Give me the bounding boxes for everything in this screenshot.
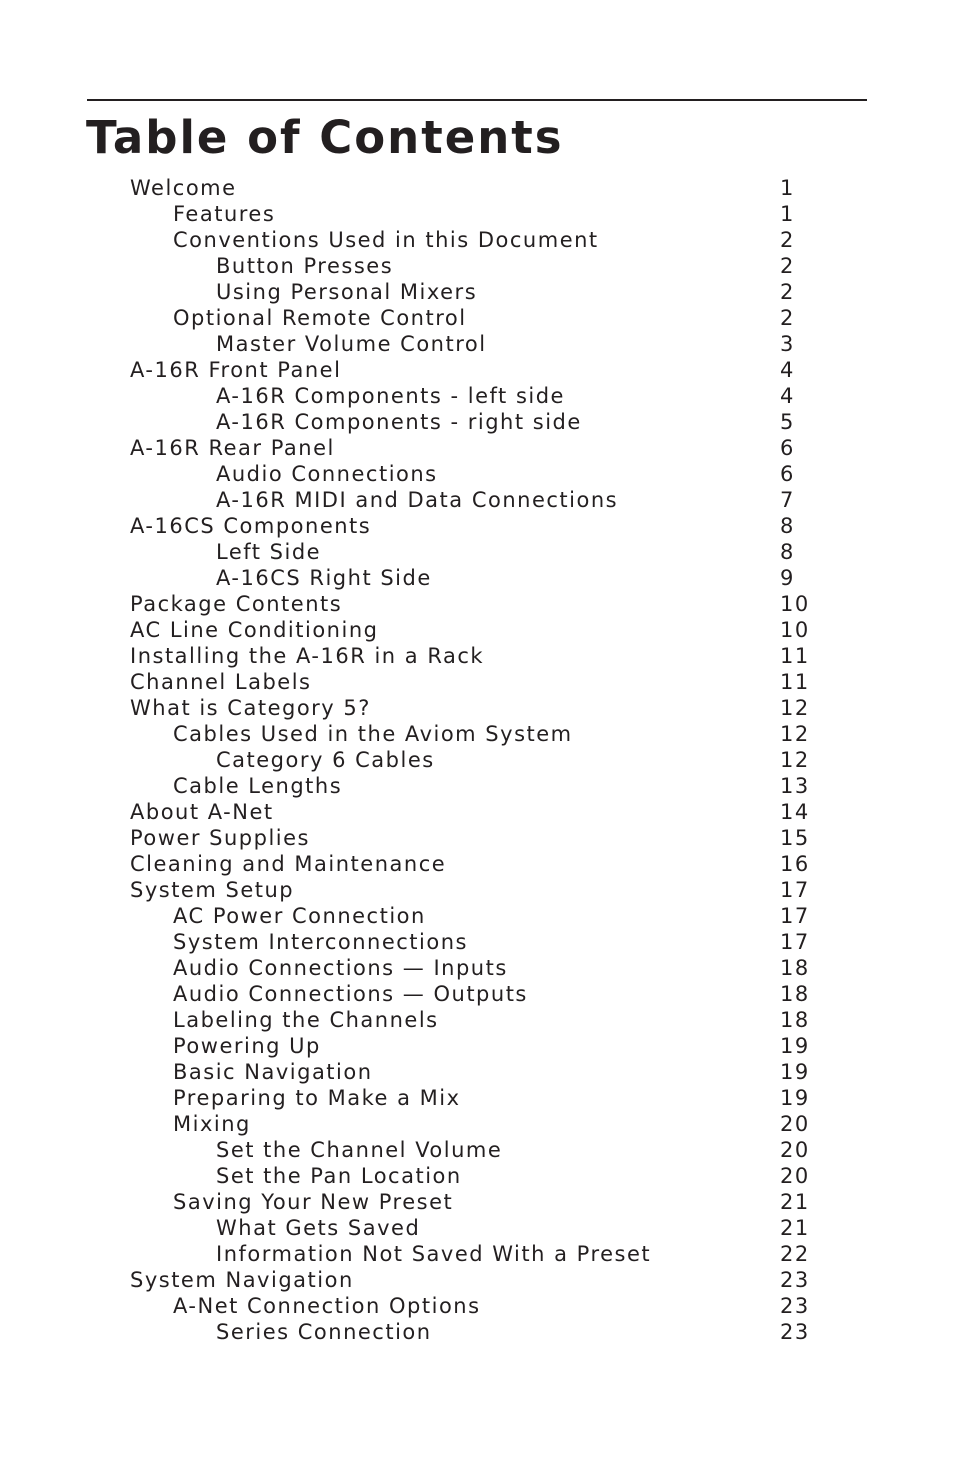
- toc-entry: [0, 1085, 954, 1111]
- toc-entry-page-number: 3: [780, 332, 795, 356]
- toc-entry-page-number: 11: [780, 670, 810, 694]
- toc-entry-label: Optional Remote Control: [173, 306, 467, 330]
- toc-entry: [0, 669, 954, 695]
- toc-entry-page-number: 20: [780, 1112, 810, 1136]
- toc-entry-label: Cables Used in the Aviom System: [173, 722, 573, 746]
- toc-entry-label: Audio Connections — Inputs: [173, 956, 508, 980]
- toc-entry: [0, 903, 954, 929]
- toc-entry: [0, 1007, 954, 1033]
- toc-entry-page-number: 20: [780, 1138, 810, 1162]
- toc-entry: [0, 825, 954, 851]
- toc-entry-label: Installing the A-16R in a Rack: [130, 644, 485, 668]
- toc-entry-page-number: 18: [780, 956, 810, 980]
- toc-entry: [0, 201, 954, 227]
- toc-entry: [0, 435, 954, 461]
- toc-entry: [0, 409, 954, 435]
- toc-entry-page-number: 6: [780, 436, 795, 460]
- toc-entry: [0, 331, 954, 357]
- toc-entry-page-number: 22: [780, 1242, 810, 1266]
- toc-entry-page-number: 12: [780, 722, 810, 746]
- toc-entry-label: A-16R MIDI and Data Connections: [216, 488, 619, 512]
- toc-list: [0, 175, 954, 1345]
- toc-entry: [0, 721, 954, 747]
- toc-entry: [0, 773, 954, 799]
- toc-entry-label: Left Side: [216, 540, 322, 564]
- toc-entry-page-number: 5: [780, 410, 795, 434]
- toc-entry: [0, 461, 954, 487]
- toc-entry-label: Information Not Saved With a Preset: [216, 1242, 652, 1266]
- toc-entry-page-number: 17: [780, 930, 810, 954]
- toc-entry-page-number: 8: [780, 514, 795, 538]
- toc-entry: [0, 1267, 954, 1293]
- toc-entry-page-number: 13: [780, 774, 810, 798]
- toc-entry-page-number: 9: [780, 566, 795, 590]
- toc-entry-page-number: 12: [780, 696, 810, 720]
- toc-entry: [0, 1033, 954, 1059]
- toc-entry-label: What is Category 5?: [130, 696, 371, 720]
- toc-entry-label: A-16R Components - left side: [216, 384, 565, 408]
- toc-entry: [0, 1059, 954, 1085]
- toc-entry-label: Cable Lengths: [173, 774, 343, 798]
- toc-entry-page-number: 1: [780, 176, 795, 200]
- toc-entry: [0, 981, 954, 1007]
- toc-entry-label: Preparing to Make a Mix: [173, 1086, 461, 1110]
- toc-entry: [0, 1215, 954, 1241]
- toc-entry: [0, 253, 954, 279]
- toc-entry: [0, 1189, 954, 1215]
- toc-entry-label: A-Net Connection Options: [173, 1294, 481, 1318]
- toc-entry: [0, 1111, 954, 1137]
- toc-entry-label: A-16R Front Panel: [130, 358, 342, 382]
- toc-entry-label: Channel Labels: [130, 670, 312, 694]
- toc-entry: [0, 929, 954, 955]
- toc-entry-label: Features: [173, 202, 276, 226]
- toc-entry-page-number: 1: [780, 202, 795, 226]
- toc-entry-label: Mixing: [173, 1112, 251, 1136]
- toc-entry: [0, 1293, 954, 1319]
- toc-entry-page-number: 17: [780, 904, 810, 928]
- toc-entry-label: Welcome: [130, 176, 237, 200]
- toc-entry-page-number: 8: [780, 540, 795, 564]
- toc-entry: [0, 747, 954, 773]
- toc-entry: [0, 1319, 954, 1345]
- toc-entry: [0, 357, 954, 383]
- toc-entry-page-number: 4: [780, 384, 795, 408]
- toc-entry-label: Master Volume Control: [216, 332, 487, 356]
- toc-entry-label: AC Line Conditioning: [130, 618, 379, 642]
- toc-entry-page-number: 2: [780, 306, 795, 330]
- toc-entry-label: Cleaning and Maintenance: [130, 852, 447, 876]
- toc-entry-page-number: 19: [780, 1034, 810, 1058]
- toc-entry: [0, 175, 954, 201]
- toc-entry-label: Set the Pan Location: [216, 1164, 462, 1188]
- toc-entry: [0, 799, 954, 825]
- toc-entry-label: A-16R Components - right side: [216, 410, 582, 434]
- toc-entry-page-number: 18: [780, 1008, 810, 1032]
- toc-entry-label: Series Connection: [216, 1320, 432, 1344]
- toc-entry-label: A-16CS Components: [130, 514, 372, 538]
- toc-entry-label: System Interconnections: [173, 930, 468, 954]
- toc-entry-label: System Navigation: [130, 1268, 354, 1292]
- toc-entry-page-number: 20: [780, 1164, 810, 1188]
- toc-entry-label: AC Power Connection: [173, 904, 426, 928]
- toc-entry-page-number: 21: [780, 1216, 810, 1240]
- toc-entry-label: A-16CS Right Side: [216, 566, 432, 590]
- toc-entry: [0, 643, 954, 669]
- toc-entry-label: Audio Connections — Outputs: [173, 982, 528, 1006]
- toc-entry-label: Button Presses: [216, 254, 394, 278]
- toc-entry: [0, 383, 954, 409]
- toc-entry-label: Powering Up: [173, 1034, 321, 1058]
- toc-entry: [0, 487, 954, 513]
- toc-entry-page-number: 21: [780, 1190, 810, 1214]
- toc-entry: [0, 851, 954, 877]
- toc-entry-page-number: 2: [780, 280, 795, 304]
- toc-entry-page-number: 11: [780, 644, 810, 668]
- toc-entry-page-number: 18: [780, 982, 810, 1006]
- toc-entry: [0, 1163, 954, 1189]
- toc-entry-label: Conventions Used in this Document: [173, 228, 599, 252]
- toc-entry-label: What Gets Saved: [216, 1216, 421, 1240]
- toc-entry-label: Audio Connections: [216, 462, 438, 486]
- toc-entry-label: System Setup: [130, 878, 295, 902]
- toc-entry-page-number: 10: [780, 618, 810, 642]
- toc-entry-label: Labeling the Channels: [173, 1008, 439, 1032]
- toc-entry-page-number: 16: [780, 852, 810, 876]
- toc-entry-page-number: 23: [780, 1320, 810, 1344]
- toc-entry-page-number: 6: [780, 462, 795, 486]
- title-rule: [87, 99, 867, 101]
- toc-entry-label: A-16R Rear Panel: [130, 436, 335, 460]
- toc-entry-label: Package Contents: [130, 592, 343, 616]
- toc-entry-page-number: 4: [780, 358, 795, 382]
- toc-entry: [0, 955, 954, 981]
- toc-entry: [0, 279, 954, 305]
- page-title: Table of Contents: [86, 111, 564, 164]
- toc-entry: [0, 1241, 954, 1267]
- toc-entry-label: Category 6 Cables: [216, 748, 435, 772]
- toc-entry-label: Using Personal Mixers: [216, 280, 478, 304]
- toc-entry: [0, 565, 954, 591]
- toc-entry-label: About A-Net: [130, 800, 274, 824]
- toc-entry-page-number: 10: [780, 592, 810, 616]
- toc-entry: [0, 1137, 954, 1163]
- toc-entry-label: Set the Channel Volume: [216, 1138, 503, 1162]
- toc-entry: [0, 877, 954, 903]
- toc-entry-page-number: 2: [780, 228, 795, 252]
- toc-entry-label: Power Supplies: [130, 826, 310, 850]
- toc-entry-label: Saving Your New Preset: [173, 1190, 454, 1214]
- toc-entry-page-number: 19: [780, 1086, 810, 1110]
- toc-entry-page-number: 7: [780, 488, 795, 512]
- toc-entry-page-number: 17: [780, 878, 810, 902]
- toc-entry-label: Basic Navigation: [173, 1060, 373, 1084]
- toc-entry: [0, 617, 954, 643]
- toc-entry-page-number: 12: [780, 748, 810, 772]
- toc-entry-page-number: 15: [780, 826, 810, 850]
- toc-entry: [0, 539, 954, 565]
- toc-entry: [0, 695, 954, 721]
- toc-entry-page-number: 19: [780, 1060, 810, 1084]
- toc-entry: [0, 227, 954, 253]
- toc-entry-page-number: 23: [780, 1294, 810, 1318]
- toc-entry-page-number: 23: [780, 1268, 810, 1292]
- toc-entry: [0, 513, 954, 539]
- toc-entry-page-number: 14: [780, 800, 810, 824]
- toc-entry: [0, 305, 954, 331]
- toc-entry-page-number: 2: [780, 254, 795, 278]
- toc-entry: [0, 591, 954, 617]
